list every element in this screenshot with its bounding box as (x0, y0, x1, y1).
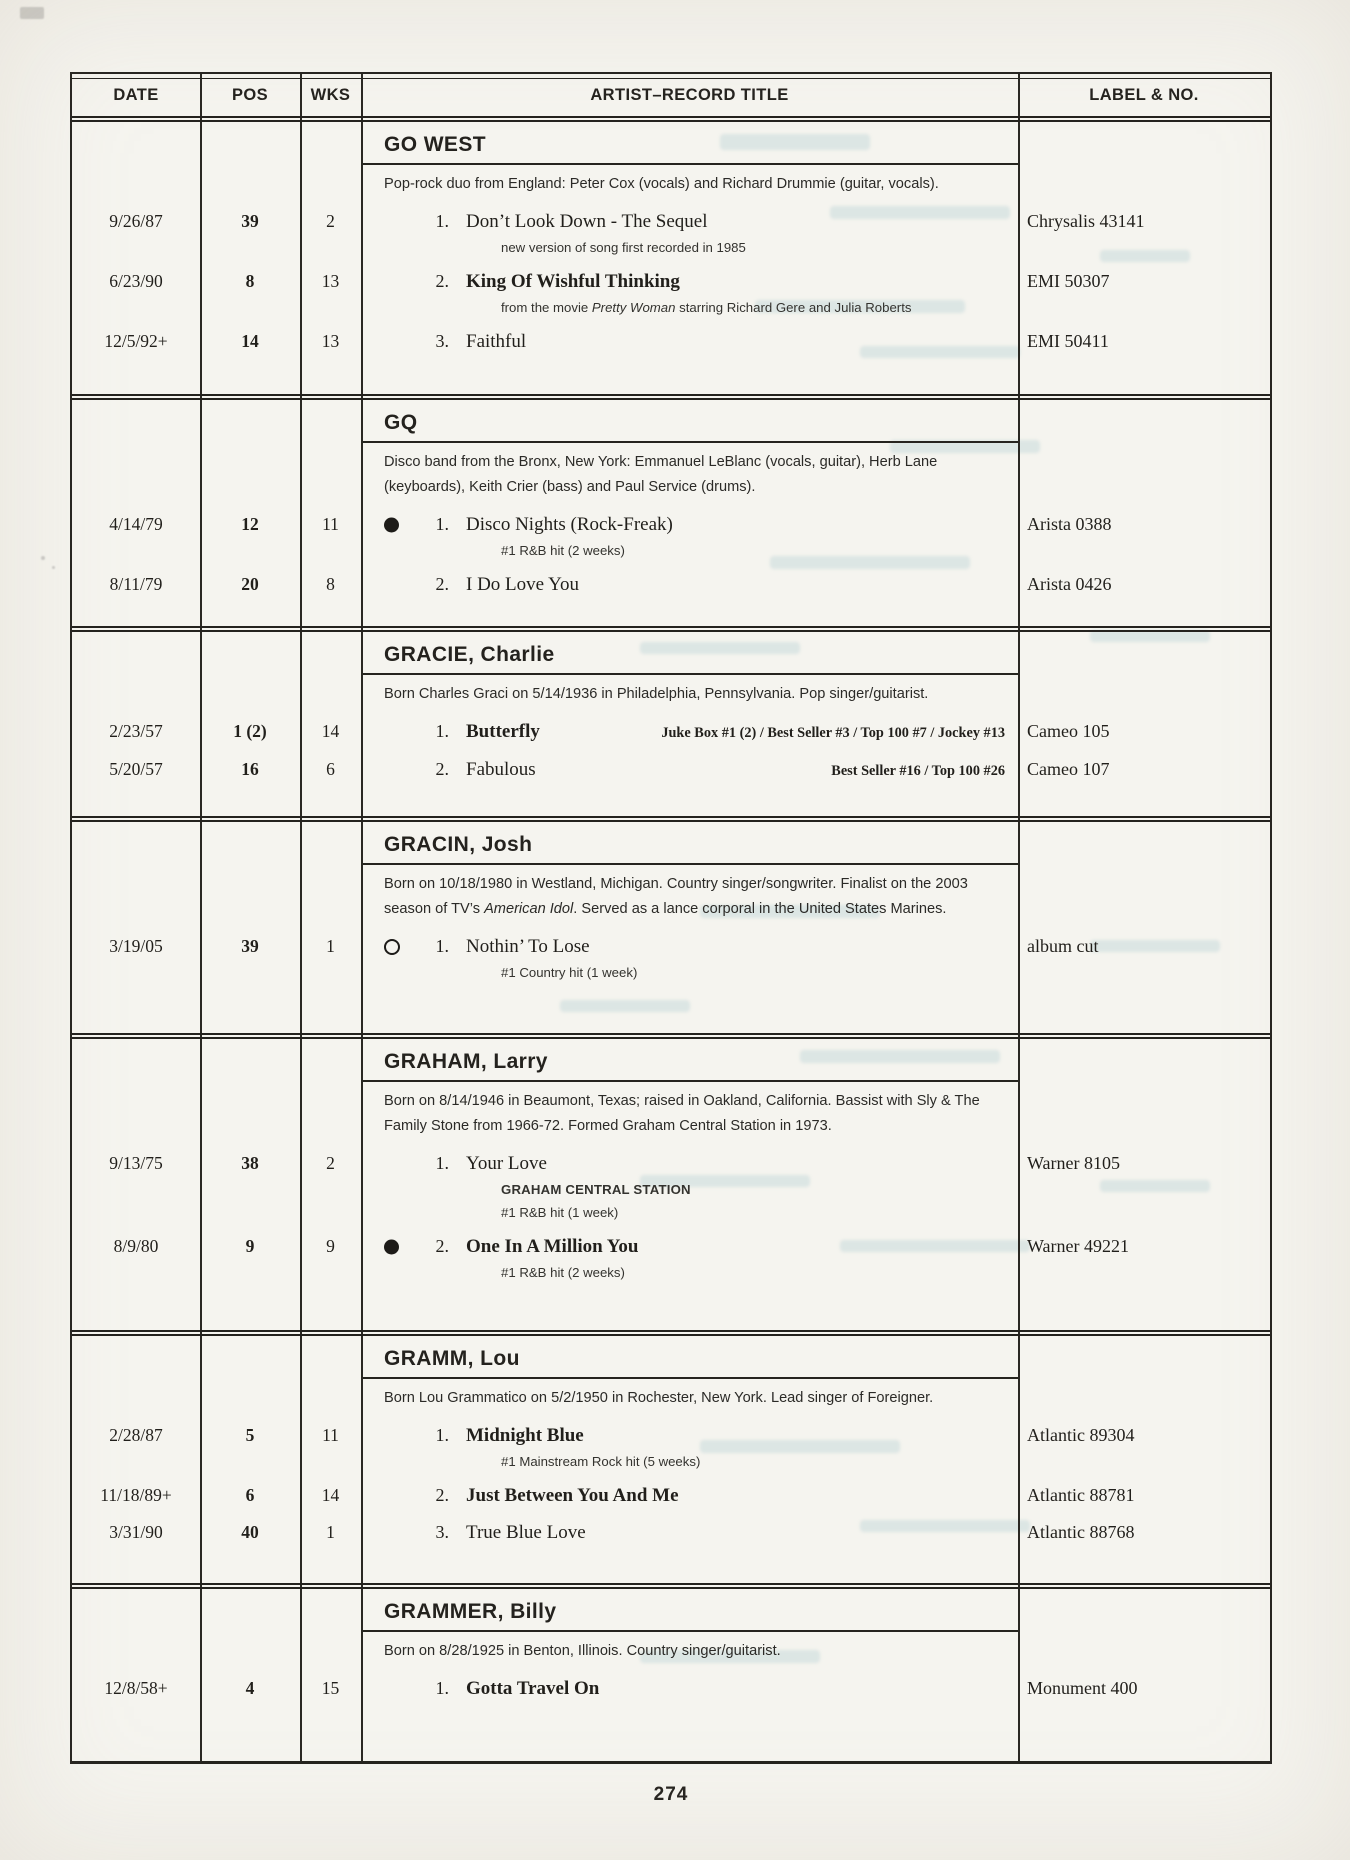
entry-list (72, 511, 1270, 599)
record-entry-row (72, 1675, 1270, 1703)
entry-debut-date: 11/18/89+ (100, 1485, 172, 1506)
artist-header-row (72, 400, 1270, 443)
record-title: Don’t Look Down - The Sequel (466, 211, 708, 233)
title-line (361, 1150, 1018, 1178)
entry-number: 2. (435, 271, 449, 292)
entry-weeks-charted: 2 (326, 211, 335, 232)
entry-debut-date: 5/20/57 (109, 759, 163, 780)
entry-weeks-charted: 14 (321, 721, 340, 742)
text: Born on 10/18/1980 in Westland, Michigan. Country singer/songwriter. Finalist on the 2003 season of TV’s (384, 876, 968, 918)
entry-note-row (72, 539, 1270, 562)
artist-name: GRAMM, Lou (384, 1347, 520, 1370)
entry-debut-date: 3/19/05 (109, 936, 163, 957)
record-entry (72, 328, 1270, 356)
table-header-row (72, 74, 1270, 116)
artist-name-cell (361, 1039, 1018, 1082)
chart-breakdown-note: Best Seller #16 / Top 100 #26 (831, 763, 1005, 780)
artist-section (72, 1336, 1270, 1583)
entry-note-row (72, 1178, 1270, 1201)
entry-peak-position: 5 (245, 1425, 255, 1446)
header-separator (72, 116, 1270, 122)
record-entry-row (72, 933, 1270, 961)
entry-peak-position: 39 (241, 211, 259, 232)
entry-note-row (72, 1201, 1270, 1224)
entry-peak-position: 9 (245, 1236, 255, 1257)
record-label-number: Warner 49221 (1027, 1236, 1130, 1257)
section-divider (72, 1033, 1270, 1039)
scan-speck (20, 7, 44, 19)
column-divider (1018, 74, 1020, 1761)
text: #1 R&B hit (2 weeks) (501, 1265, 625, 1281)
text: Born on 8/28/1925 in Benton, Illinois. Country singer/guitarist. (384, 1643, 781, 1659)
entry-number: 2. (435, 1485, 449, 1506)
text: GRAHAM CENTRAL STATION (501, 1182, 691, 1198)
record-title: One In A Million You (466, 1236, 639, 1258)
artist-name-cell (361, 1589, 1018, 1632)
record-entry (72, 1519, 1270, 1547)
entry-number: 3. (435, 331, 449, 352)
entry-note (361, 1201, 1018, 1224)
record-title: Faithful (466, 331, 527, 353)
record-label-number: Atlantic 88781 (1027, 1485, 1135, 1506)
entry-list (72, 933, 1270, 984)
record-label-number: Chrysalis 43141 (1027, 211, 1145, 232)
record-title: Nothin’ To Lose (466, 936, 590, 958)
entry-list (72, 208, 1270, 356)
record-title: I Do Love You (466, 574, 579, 596)
record-entry-row (72, 511, 1270, 539)
entry-number: 2. (435, 1236, 449, 1257)
record-title: Gotta Travel On (466, 1678, 600, 1700)
title-line (361, 718, 1018, 747)
entry-peak-position: 1 (2) (233, 721, 267, 742)
record-title: Your Love (466, 1153, 547, 1175)
table-top-rule (72, 78, 1270, 80)
artist-bio-row (72, 865, 1270, 924)
text: #1 Country hit (1 week) (501, 965, 638, 981)
entry-note-row (72, 236, 1270, 259)
record-entry (72, 1233, 1270, 1284)
entry-list (72, 1675, 1270, 1703)
artist-name: GRAMMER, Billy (384, 1600, 557, 1623)
text: Born Lou Grammatico on 5/2/1950 in Rochester, New York. Lead singer of Foreigner. (384, 1390, 934, 1406)
record-title: True Blue Love (466, 1522, 586, 1544)
artist-name-cell (361, 822, 1018, 865)
entry-weeks-charted: 9 (326, 1236, 335, 1257)
entry-debut-date: 3/31/90 (109, 1522, 163, 1543)
column-header-date: DATE (113, 85, 159, 104)
column-divider (300, 74, 302, 1761)
entry-number: 2. (435, 574, 449, 595)
artist-name: GRAHAM, Larry (384, 1050, 548, 1073)
artist-bio (361, 443, 1018, 502)
text: . Served as a lance corporal in the United States Marines. (573, 901, 947, 918)
entry-note-row (72, 296, 1270, 319)
entry-note-row (72, 1450, 1270, 1473)
record-title: Just Between You And Me (466, 1485, 679, 1507)
chart-breakdown-note: Juke Box #1 (2) / Best Seller #3 / Top 100 #7 / Jockey #13 (661, 725, 1005, 742)
record-label-number: EMI 50411 (1027, 331, 1109, 352)
entry-note (361, 296, 1018, 319)
entry-weeks-charted: 15 (321, 1678, 340, 1699)
gold-record-dot-icon (384, 518, 399, 533)
gold-record-dot-icon (384, 1240, 399, 1255)
artist-bio (361, 675, 1018, 709)
section-divider (72, 1583, 1270, 1589)
italic-text: Pretty Woman (591, 300, 676, 316)
record-entry-row (72, 1519, 1270, 1547)
artist-header-row (72, 632, 1270, 675)
record-entry (72, 208, 1270, 259)
title-line (361, 1519, 1018, 1547)
record-label-number: Cameo 105 (1027, 721, 1110, 742)
record-entry (72, 1150, 1270, 1224)
entry-peak-position: 4 (245, 1678, 255, 1699)
record-entry-row (72, 718, 1270, 747)
text: Disco band from the Bronx, New York: Emmanuel LeBlanc (vocals, guitar), Herb Lane (keyboards), Keith Crier (bass) and Paul Service (drums). (384, 454, 938, 496)
title-line (361, 571, 1018, 599)
text: Born on 8/14/1946 in Beaumont, Texas; raised in Oakland, California. Bassist with Sly & The Family Stone from 1966-72. Formed Graham Central Station in 1973. (384, 1093, 980, 1135)
record-entry-row (72, 1233, 1270, 1261)
entry-debut-date: 9/26/87 (109, 211, 163, 232)
entry-peak-position: 39 (241, 936, 259, 957)
entry-peak-position: 40 (241, 1522, 259, 1543)
record-entry (72, 1422, 1270, 1473)
title-line (361, 208, 1018, 236)
entry-weeks-charted: 8 (326, 574, 335, 595)
text: #1 R&B hit (1 week) (501, 1205, 619, 1221)
entry-debut-date: 2/23/57 (109, 721, 163, 742)
column-header-wks: WKS (310, 85, 351, 104)
entry-peak-position: 8 (245, 271, 255, 292)
entry-number: 1. (435, 1425, 449, 1446)
entry-note (361, 1450, 1018, 1473)
title-line (361, 1422, 1018, 1450)
artist-section (72, 122, 1270, 394)
record-entry-row (72, 1422, 1270, 1450)
column-header-artist-title: ARTIST–RECORD TITLE (590, 85, 789, 104)
record-entry (72, 268, 1270, 319)
title-line (361, 933, 1018, 961)
entry-number: 1. (435, 721, 449, 742)
artist-sections (72, 122, 1270, 1754)
entry-note-row (72, 961, 1270, 984)
entry-number: 3. (435, 1522, 449, 1543)
section-divider (72, 626, 1270, 632)
artist-bio-row (72, 675, 1270, 709)
text: new version of song first recorded in 1985 (501, 240, 746, 256)
artist-header-row (72, 1039, 1270, 1082)
text: #1 R&B hit (2 weeks) (501, 543, 625, 559)
record-entry (72, 718, 1270, 747)
entry-weeks-charted: 1 (326, 936, 335, 957)
record-entry-row (72, 268, 1270, 296)
artist-bio (361, 1632, 1018, 1666)
text: from the movie (501, 300, 592, 316)
artist-section (72, 1039, 1270, 1330)
entry-weeks-charted: 1 (326, 1522, 335, 1543)
artist-bio-row (72, 165, 1270, 199)
section-divider (72, 816, 1270, 822)
record-label-number: Warner 8105 (1027, 1153, 1121, 1174)
record-entry-row (72, 571, 1270, 599)
artist-section (72, 632, 1270, 816)
record-title: Butterfly (466, 721, 540, 743)
artist-name: GRACIN, Josh (384, 833, 533, 856)
entry-debut-date: 6/23/90 (109, 271, 163, 292)
artist-section (72, 1589, 1270, 1754)
entry-list (72, 1150, 1270, 1284)
entry-weeks-charted: 14 (321, 1485, 340, 1506)
page-number: 274 (653, 1784, 689, 1805)
title-line (361, 328, 1018, 356)
artist-bio (361, 865, 1018, 924)
entry-note (361, 236, 1018, 259)
title-line (361, 1233, 1018, 1261)
artist-header-row (72, 1589, 1270, 1632)
record-label-number: Arista 0426 (1027, 574, 1112, 595)
title-line (361, 268, 1018, 296)
artist-name: GQ (384, 411, 418, 434)
open-circle-icon (384, 939, 400, 955)
entry-weeks-charted: 13 (321, 271, 340, 292)
record-entry-row (72, 1150, 1270, 1178)
artist-bio (361, 165, 1018, 199)
record-label-number: Atlantic 89304 (1027, 1425, 1135, 1446)
entry-weeks-charted: 2 (326, 1153, 335, 1174)
column-header-pos: POS (231, 85, 269, 104)
entry-number: 1. (435, 514, 449, 535)
entry-note (361, 539, 1018, 562)
entry-peak-position: 12 (241, 514, 259, 535)
record-entry (72, 933, 1270, 984)
record-entry (72, 1675, 1270, 1703)
entry-weeks-charted: 11 (322, 1425, 339, 1446)
artist-header-row (72, 822, 1270, 865)
italic-text: American Idol (484, 901, 574, 918)
entry-number: 1. (435, 936, 449, 957)
entry-debut-date: 9/13/75 (109, 1153, 163, 1174)
title-line (361, 1482, 1018, 1510)
entry-peak-position: 6 (245, 1485, 255, 1506)
artist-bio-row (72, 1632, 1270, 1666)
entry-list (72, 718, 1270, 785)
artist-name-cell (361, 122, 1018, 165)
record-label-number: Arista 0388 (1027, 514, 1112, 535)
section-divider (72, 1330, 1270, 1336)
record-label-number: Monument 400 (1027, 1678, 1138, 1699)
artist-name: GRACIE, Charlie (384, 643, 555, 666)
scan-speck (41, 556, 45, 560)
entry-peak-position: 16 (241, 759, 259, 780)
artist-bio-row (72, 443, 1270, 502)
record-entry (72, 571, 1270, 599)
artist-header-row (72, 1336, 1270, 1379)
entry-peak-position: 38 (241, 1153, 259, 1174)
record-title: Fabulous (466, 759, 536, 781)
title-line (361, 1675, 1018, 1703)
entry-debut-date: 4/14/79 (109, 514, 163, 535)
column-header-label: LABEL & NO. (1089, 85, 1199, 104)
title-line (361, 511, 1018, 539)
record-title: Midnight Blue (466, 1425, 584, 1447)
section-divider (72, 394, 1270, 400)
entry-number: 1. (435, 1153, 449, 1174)
record-entry-row (72, 756, 1270, 785)
artist-section (72, 400, 1270, 626)
entry-note-row (72, 1261, 1270, 1284)
entry-peak-position: 14 (241, 331, 259, 352)
column-divider (200, 74, 202, 1761)
entry-weeks-charted: 13 (321, 331, 340, 352)
entry-note (361, 961, 1018, 984)
entry-number: 1. (435, 1678, 449, 1699)
record-entry-row (72, 328, 1270, 356)
artist-bio (361, 1379, 1018, 1413)
record-entry (72, 511, 1270, 562)
artist-name-cell (361, 1336, 1018, 1379)
record-title: Disco Nights (Rock-Freak) (466, 514, 673, 536)
entry-weeks-charted: 6 (326, 759, 335, 780)
entry-debut-date: 8/11/79 (109, 574, 163, 595)
artist-bio-row (72, 1379, 1270, 1413)
record-entry-row (72, 208, 1270, 236)
chart-listing-table (70, 72, 1272, 1764)
record-entry (72, 756, 1270, 785)
entry-peak-position: 20 (241, 574, 259, 595)
entry-debut-date: 12/8/58+ (104, 1678, 168, 1699)
entry-weeks-charted: 11 (322, 514, 339, 535)
record-title: King Of Wishful Thinking (466, 271, 680, 293)
scan-speck (52, 566, 55, 569)
entry-number: 1. (435, 211, 449, 232)
entry-number: 2. (435, 759, 449, 780)
record-label-number: album cut (1027, 936, 1099, 957)
record-label-number: Atlantic 88768 (1027, 1522, 1135, 1543)
record-entry-row (72, 1482, 1270, 1510)
artist-bio (361, 1082, 1018, 1141)
column-divider (361, 74, 363, 1761)
entry-note (361, 1261, 1018, 1284)
text: starring Richard Gere and Julia Roberts (675, 300, 912, 316)
text: Born Charles Graci on 5/14/1936 in Philadelphia, Pennsylvania. Pop singer/guitarist. (384, 686, 929, 702)
artist-header-row (72, 122, 1270, 165)
entry-debut-date: 8/9/80 (113, 1236, 159, 1257)
text: Pop-rock duo from England: Peter Cox (vocals) and Richard Drummie (guitar, vocals). (384, 176, 939, 192)
title-line (361, 756, 1018, 785)
artist-name-cell (361, 632, 1018, 675)
artist-section (72, 822, 1270, 1033)
entry-debut-date: 12/5/92+ (104, 331, 168, 352)
artist-bio-row (72, 1082, 1270, 1141)
entry-note (361, 1178, 1018, 1201)
artist-name: GO WEST (384, 133, 486, 156)
entry-list (72, 1422, 1270, 1547)
artist-name-cell (361, 400, 1018, 443)
entry-debut-date: 2/28/87 (109, 1425, 163, 1446)
record-label-number: Cameo 107 (1027, 759, 1110, 780)
record-label-number: EMI 50307 (1027, 271, 1110, 292)
record-entry (72, 1482, 1270, 1510)
text: #1 Mainstream Rock hit (5 weeks) (501, 1454, 701, 1470)
